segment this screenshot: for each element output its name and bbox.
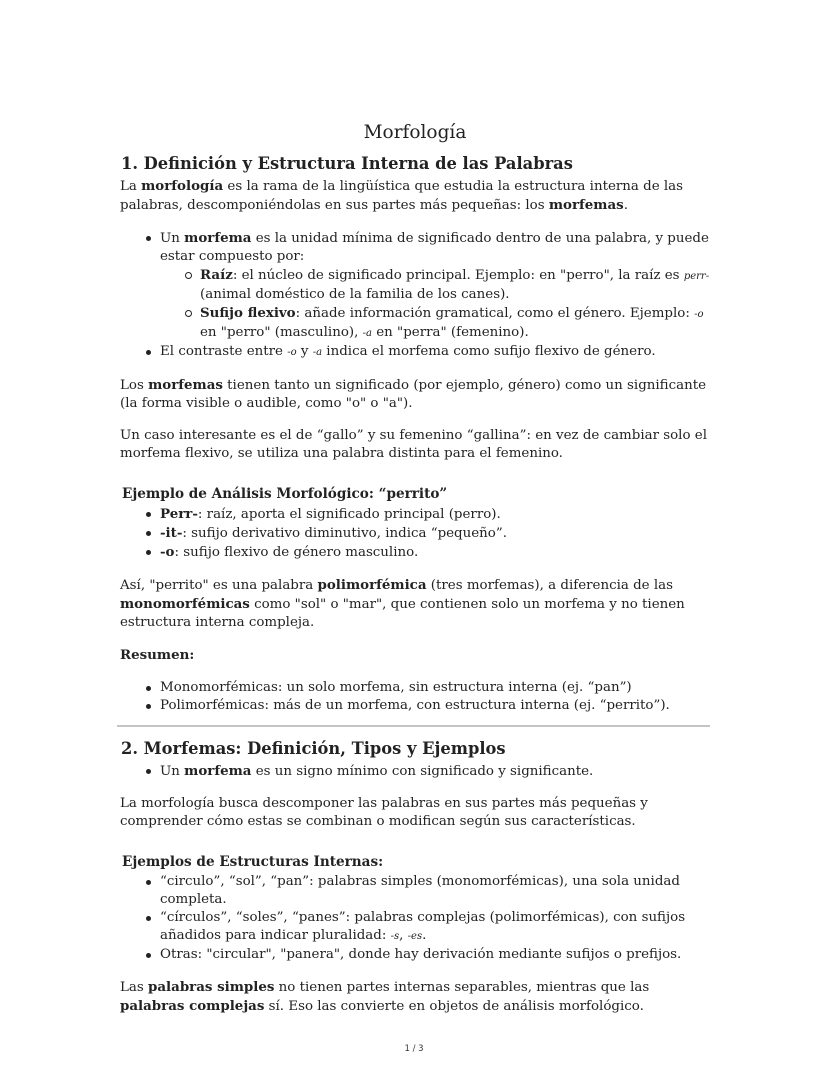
section-2-heading: 2. Morfemas: Definición, Tipos y Ejemplos bbox=[121, 739, 506, 758]
morfema-list bbox=[120, 229, 710, 362]
list-item: Monomorfémicas: un solo morfema, sin estructura interna (ej. “pan”) bbox=[160, 679, 710, 697]
intro-paragraph: La morfología es la rama de la lingüística que estudia la estructura interna de las palabras, descomponiéndolas en sus partes más pequeñas: los morfemas. bbox=[120, 178, 684, 213]
list-item: Otras: "circular", "panera", donde hay derivación mediante sufijos o prefijos. bbox=[160, 946, 710, 964]
asi-paragraph: Así, "perrito" es una palabra polimorfémica (tres morfemas), a diferencia de las monomorfémicas como "sol" o "mar", que contienen solo un morfema y no tienen estructura interna compleja. bbox=[120, 577, 685, 630]
morfema-sublist bbox=[160, 266, 710, 343]
resumen-label: Resumen: bbox=[120, 647, 195, 663]
ejemplos-heading: Ejemplos de Estructuras Internas: bbox=[122, 854, 384, 870]
section-divider bbox=[117, 725, 710, 727]
morfemas-paragraph: Los morfemas tienen tanto un significado (por ejemplo, género) como un significante (la forma visible o audible, como "o" o "a"). bbox=[120, 377, 707, 411]
list-item: El contraste entre -o y -a indica el morfema como sufijo flexivo de género. bbox=[160, 343, 710, 362]
page-number: 1 / 3 bbox=[404, 1044, 424, 1054]
list-item: -o: sufijo flexivo de género masculino. bbox=[160, 543, 710, 562]
document-page bbox=[120, 118, 710, 1030]
list-item: Polimorfémicas: más de un morfema, con estructura interna (ej. “perrito”). bbox=[160, 697, 710, 715]
busca-paragraph: La morfología busca descomponer las palabras en sus partes más pequeñas y comprender cómo estas se combinan o modifican según sus características. bbox=[120, 796, 648, 829]
list-item: -it-: sufijo derivativo diminutivo, indica “pequeño”. bbox=[160, 524, 710, 543]
signo-list bbox=[120, 762, 710, 781]
section-1-heading: 1. Definición y Estructura Interna de las Palabras bbox=[121, 154, 573, 173]
gallo-paragraph: Un caso interesante es el de “gallo” y su femenino “gallina”: en vez de cambiar solo el morfema flexivo, se utiliza una palabra distinta para el femenino. bbox=[120, 428, 707, 461]
list-item: Sufijo flexivo: añade información gramatical, como el género. Ejemplo: -o en "perro" (masculino), -a en "perra" (femenino). bbox=[200, 304, 710, 343]
resumen-list bbox=[120, 679, 710, 715]
list-item: Raíz: el núcleo de significado principal. Ejemplo: en "perro", la raíz es perr- (animal doméstico de la familia de los canes). bbox=[200, 267, 710, 302]
list-item: Perr-: raíz, aporta el significado principal (perro). bbox=[160, 505, 710, 524]
list-item: Un morfema es un signo mínimo con significado y significante. bbox=[160, 762, 710, 781]
ejemplos-list bbox=[120, 873, 710, 964]
document-title: Morfología bbox=[363, 122, 467, 143]
list-item: Un morfema es la unidad mínima de significado dentro de una palabra, y puede estar compuesto por: Raíz: el núcleo de significado principal. Ejemplo: en "perro", la raíz es perr- (animal doméstico de la familia de los canes). Sufijo flexivo: añade información gramatical, como el género. Ejemplo: -o en "perro" (masculino), -a en "perra" (femenino). bbox=[160, 229, 710, 343]
ejemplo-list bbox=[120, 505, 710, 562]
final-paragraph: Las palabras simples no tienen partes internas separables, mientras que las palabras complejas sí. Eso las convierte en objetos de análisis morfológico. bbox=[120, 979, 650, 1014]
ejemplo-heading: Ejemplo de Análisis Morfológico: “perrito” bbox=[122, 486, 448, 502]
list-item: “círculos”, “soles”, “panes”: palabras complejas (polimorfémicas), con sufijos añadidos para indicar pluralidad: -s, -es. bbox=[160, 909, 710, 946]
list-item: “circulo”, “sol”, “pan”: palabras simples (monomorfémicas), una sola unidad completa. bbox=[160, 873, 710, 909]
